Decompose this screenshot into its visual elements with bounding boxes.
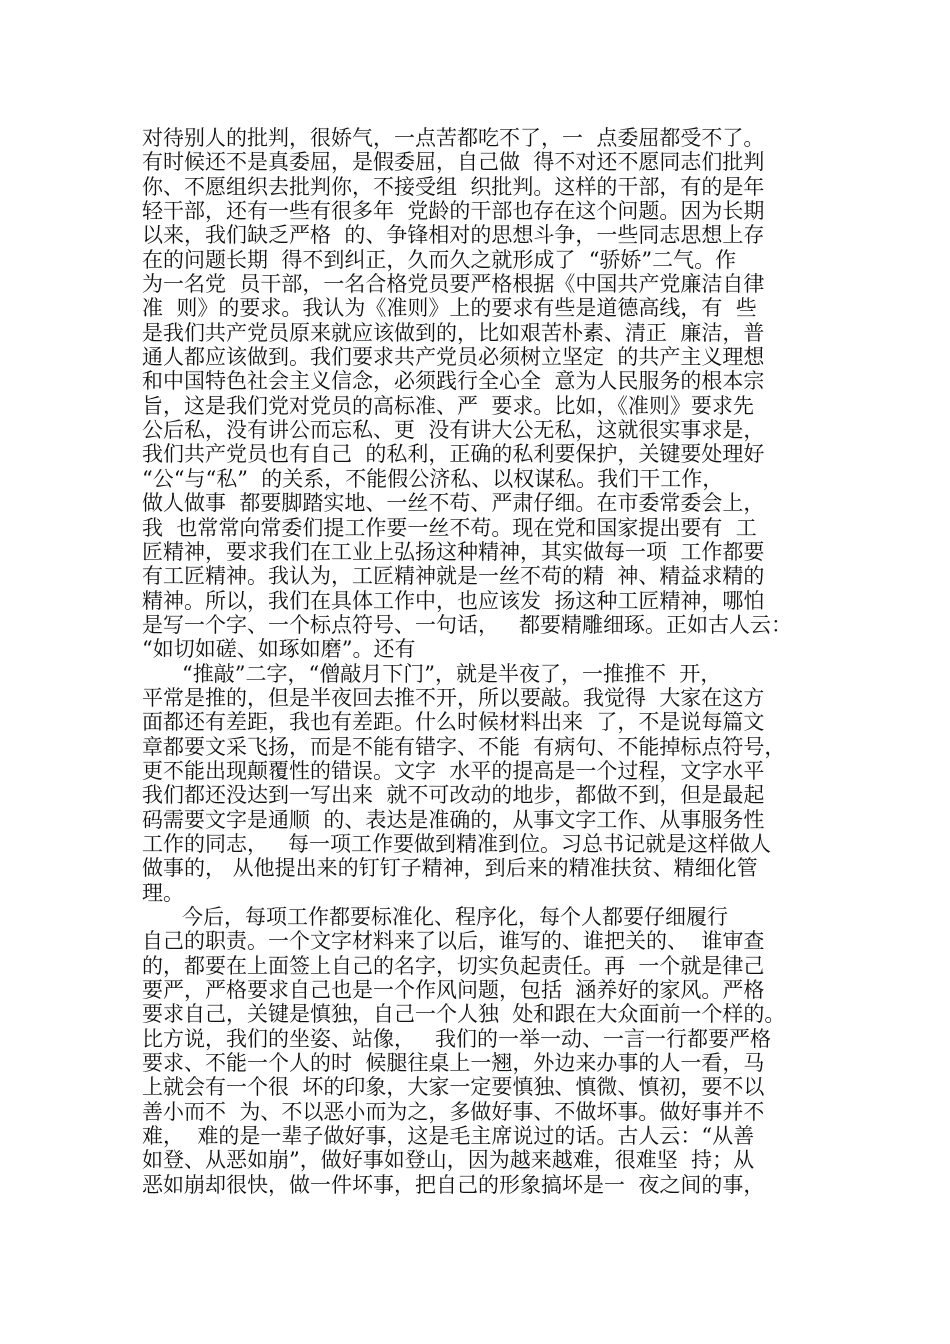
document-text-line: 上就会有一个很 坏的印象，大家一定要慎独、慎微、慎初，要不以 — [142, 1075, 765, 1100]
document-text-line: 轻干部，还有一些有很多年 党龄的干部也存在这个问题。因为长期 — [142, 199, 765, 224]
document-text-line: 我们都还没达到一写出来 就不可改动的地步，都做不到，但是最起 — [142, 783, 765, 808]
document-text-line: 我们共产党员也有自己 的私利，正确的私利要保护，关键要处理好 — [142, 442, 765, 467]
document-text-line: 通人都应该做到。我们要求共产党员必须树立坚定 的共产主义理想 — [142, 345, 765, 370]
document-text-line: 是写一个字、一个标点符号、一句话， 都要精雕细琢。正如古人云： — [142, 612, 793, 637]
document-text-line: 自己的职责。一个文字材料来了以后，谁写的、谁把关的、 谁审查 — [142, 929, 765, 954]
document-text-line: 精神。所以，我们在具体工作中，也应该发 扬这种工匠精神，哪怕 — [142, 588, 765, 613]
document-text-line: 章都要文采飞扬，而是不能有错字、不能 有病句、不能掉标点符号， — [142, 734, 786, 759]
document-text-line: 要求自己，关键是慎独，自己一个人独 处和跟在大众面前一个样的。 — [142, 1002, 786, 1027]
document-text-line: 码需要文字是通顺 的、表达是准确的，从事文字工作、从事服务性 — [142, 807, 765, 832]
document-text-line: “如切如磋、如琢如磨”。还有 — [142, 637, 416, 662]
document-text-line: 旨，这是我们党对党员的高标准、严 要求。比如，《准则》要求先 — [142, 393, 754, 418]
document-text-line: 做事的， 从他提出来的钉钉子精神，到后来的精准扶贫、精细化管 — [142, 856, 758, 881]
document-text-line: 公后私，没有讲公而忘私、更 没有讲大公无私，这就很实事求是， — [142, 418, 765, 443]
document-text-line: 是我们共产党员原来就应该做到的，比如艰苦朴素、清正 廉洁，普 — [142, 320, 765, 345]
document-text-line: 面都还有差距，我也有差距。什么时候材料出来 了，不是说每篇文 — [142, 710, 765, 735]
document-text-line: 在的问题长期 得不到纠正，久而久之就形成了 “骄娇”二气。作 — [142, 247, 737, 272]
document-text-line: 比方说，我们的坐姿、站像， 我们的一举一动、一言一行都要严格 — [142, 1026, 772, 1051]
document-text-line: 我 也常常向常委们提工作要一丝不苟。现在党和国家提出要有 工 — [142, 515, 757, 540]
document-body-text — [142, 126, 832, 1197]
document-text-line: 对待别人的批判，很娇气，一点苦都吃不了，一 点委屈都受不了。 — [142, 126, 765, 150]
document-text-line: 准 则》的要求。我认为《准则》上的要求有些是道德高线，有 些 — [142, 296, 757, 321]
document-text-line: 要严，严格要求自己也是一个作风问题，包括 涵养好的家风。严格 — [142, 978, 765, 1003]
document-text-line: 难， 难的是一辈子做好事，这是毛主席说过的话。古人云：“从善 — [142, 1124, 755, 1149]
document-text-line: 善小而不 为、不以恶小而为之，多做好事、不做坏事。做好事并不 — [142, 1099, 765, 1124]
document-text-line: 有工匠精神。我认为，工匠精神就是一丝不苟的精 神、精益求精的 — [142, 564, 765, 589]
document-text-line: 做人做事 都要脚踏实地、一丝不苟、严肃仔细。在市委常委会上， — [142, 491, 765, 516]
document-text-line: 的，都要在上面签上自己的名字，切实负起责任。再 一个就是律己 — [142, 953, 765, 978]
document-text-line: “推敲”二字，“僧敲月下门”，就是半夜了，一推推不 开， — [142, 661, 722, 686]
document-text-line: 和中国特色社会主义信念，必须践行全心全 意为人民服务的根本宗 — [142, 369, 765, 394]
document-text-line: 工作的同志， 每一项工作要做到精准到位。习总书记就是这样做人 — [142, 831, 772, 856]
document-text-line: 理。 — [142, 880, 184, 905]
document-text-line: 以来，我们缺乏严格 的、争锋相对的思想斗争，一些同志思想上存 — [142, 223, 765, 248]
document-text-line: 要求、不能一个人的时 候腿往桌上一翘，外边来办事的人一看，马 — [142, 1051, 765, 1076]
document-text-line: 更不能出现颠覆性的错误。文字 水平的提高是一个过程，文字水平 — [142, 758, 765, 783]
document-text-line: 平常是推的，但是半夜回去推不开，所以要敲。我觉得 大家在这方 — [142, 685, 765, 710]
document-text-line: 如登、从恶如崩”，做好事如登山，因为越来越难，很难坚 持；从 — [142, 1148, 755, 1173]
document-text-line: 恶如崩却很快，做一件坏事，把自己的形象搞坏是一 夜之间的事， — [142, 1172, 765, 1197]
document-text-line: 你、不愿组织去批判你，不接受组 织批判。这样的干部，有的是年 — [142, 174, 765, 199]
document-text-line: 有时候还不是真委屈，是假委屈，自己做 得不对还不愿同志们批判 — [142, 150, 765, 175]
document-text-line: 今后，每项工作都要标准化、程序化，每个人都要仔细履行 — [142, 905, 729, 929]
document-text-line: 为一名党 员干部，一名合格党员要严格根据《中国共产党廉洁自律 — [142, 272, 765, 297]
document-text-line: 匠精神，要求我们在工业上弘扬这种精神，其实做每一项 工作都要 — [142, 539, 765, 564]
document-text-line: “公“与“私” 的关系，不能假公济私、以权谋私。我们干工作， — [142, 466, 724, 491]
